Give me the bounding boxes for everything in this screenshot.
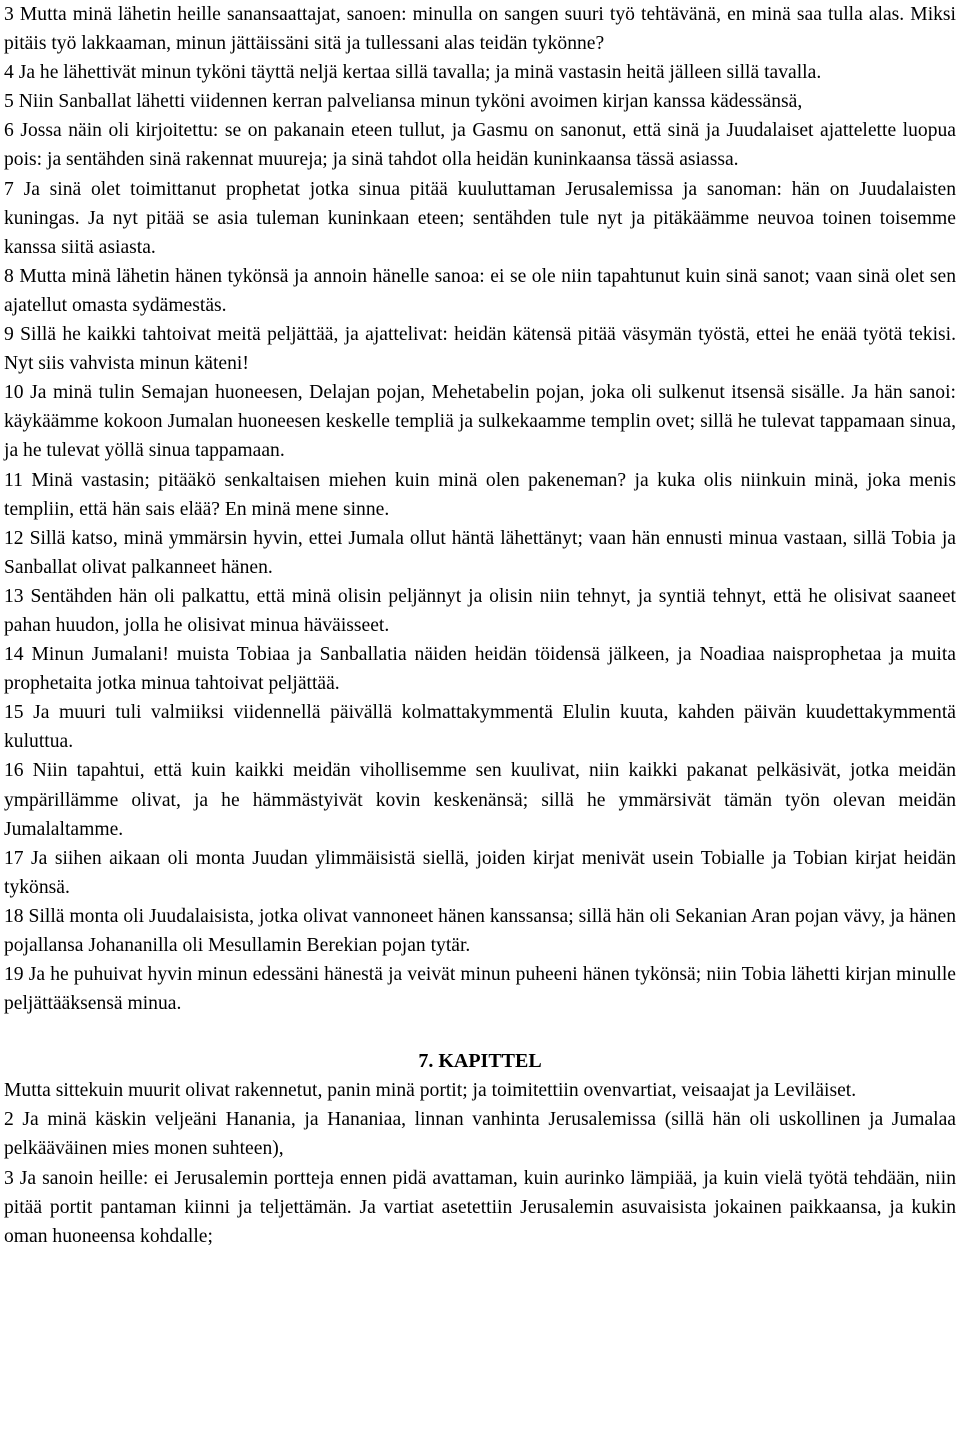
verse-15: 15 Ja muuri tuli valmiiksi viidennellä päivällä kolmattakymmentä Elulin kuuta, kahden päivän kuudettakymmentä kuluttua. xyxy=(4,702,956,753)
verse-16: 16 Niin tapahtui, että kuin kaikki meidän vihollisemme sen kuulivat, niin kaikki pakanat pelkäsivät, jotka meidän ympärillämme olivat, ja he hämmästyivät kovin keskenänsä; sillä he ymmärsivät tämän työn olevan meidän Jumalaltamme. xyxy=(4,760,956,840)
verse-19: 19 Ja he puhuivat hyvin minun edessäni hänestä ja veivät minun puheeni hänen tykönsä; niin Tobia lähetti kirjan minulle peljättääksensä minua. xyxy=(4,964,956,1015)
verse-3: 3 Ja sanoin heille: ei Jerusalemin portteja ennen pidä avattaman, kuin aurinko lämpiää, ja kuin vielä työtä tehdään, niin pitää portit pantaman kiinni ja teljettämän. Ja vartiat asetettiin Jerusalemin asuvaisista jokainen paikkaansa, ja kukin oman huoneensa kohdalle; xyxy=(4,1167,956,1247)
verse-18: 18 Sillä monta oli Juudalaisista, jotka olivat vannoneet hänen kanssansa; sillä hän oli Sekanian Aran pojan vävy, ja hänen pojallansa Johananilla oli Mesullamin Berekian pojan tytär. xyxy=(4,905,956,956)
verse-14: 14 Minun Jumalani! muista Tobiaa ja Sanballatia näiden heidän töidensä jälkeen, ja Noadiaa naisprophetaa ja muita prophetaita jotka minua tahtoivat peljättää. xyxy=(4,644,956,695)
verse-17: 17 Ja siihen aikaan oli monta Juudan ylimmäisistä siellä, joiden kirjat menivät usein Tobialle ja Tobian kirjat heidän tykönsä. xyxy=(4,847,956,898)
section-chapter-7 xyxy=(4,1018,956,1251)
document-page xyxy=(4,0,956,1251)
verse-11: 11 Minä vastasin; pitääkö senkaltaisen miehen kuin minä olen pakeneman? ja kuka olis niinkuin minä, joka menis templiin, että hän sais elää? En minä mene sinne. xyxy=(4,469,956,520)
verse-13: 13 Sentähden hän oli palkattu, että minä olisin peljännyt ja olisin niin tehnyt, ja syntiä tehnyt, että he olisivat saaneet pahan huudon, jolla he olisivat minua häväisseet. xyxy=(4,585,956,636)
verse-5: 5 Niin Sanballat lähetti viidennen kerran palveliansa minun tyköni avoimen kirjan kanssa kädessänsä, xyxy=(4,91,803,113)
verse-8: 8 Mutta minä lähetin hänen tykönsä ja annoin hänelle sanoa: ei se ole niin tapahtunut kuin sinä sanot; vaan sinä olet sen ajatellut omasta sydämestäs. xyxy=(4,265,956,316)
chapter-heading: 7. KAPITTEL xyxy=(418,1050,542,1073)
verse-7: 7 Ja sinä olet toimittanut prophetat jotka sinua pitää kuuluttaman Jerusalemissa ja sanoman: hän on Juudalaisten kuningas. Ja nyt pitää se asia tuleman kuninkaan eteen; sentähden tule nyt ja pitäkäämme neuvoa toinen toisemme kanssa siitä asiasta. xyxy=(4,178,956,258)
verse-4: 4 Ja he lähettivät minun tyköni täyttä neljä kertaa sillä tavalla; ja minä vastasin heitä jälleen sillä tavalla. xyxy=(4,62,822,84)
verse-3: 3 Mutta minä lähetin heille sanansaattajat, sanoen: minulla on sangen suuri työ tehtävänä, en minä saa tulla alas. Miksi pitäis työ lakkaaman, minun jättäissäni sitä ja tullessani alas teidän tykönne? xyxy=(4,4,956,55)
verse-6: 6 Jossa näin oli kirjoitettu: se on pakanain eteen tullut, ja Gasmu on sanonut, että sinä ja Juudalaiset ajattelette luopua pois: ja sentähden sinä rakennat muureja; ja sinä tahdot olla heidän kuninkaansa tässä asiassa. xyxy=(4,120,956,171)
verse-2: 2 Ja minä käskin veljeäni Hanania, ja Hananiaa, linnan vanhinta Jerusalemissa (sillä hän oli uskollinen ja Jumalaa pelkääväinen mies monen suhteen), xyxy=(4,1109,956,1160)
verse-10: 10 Ja minä tulin Semajan huoneesen, Delajan pojan, Mehetabelin pojan, joka oli sulkenut itsensä sisälle. Ja hän sanoi: käykäämme kokoon Jumalan huoneesen keskelle templiä ja sulkekaamme templin ovet; sillä he tulevat tappamaan sinua, ja he tulevat yöllä sinua tappamaan. xyxy=(4,382,956,462)
verse-12: 12 Sillä katso, minä ymmärsin hyvin, ettei Jumala ollut häntä lähettänyt; vaan hän ennusti minua vastaan, sillä Tobia ja Sanballat olivat palkanneet hänen. xyxy=(4,527,956,578)
verse-1: Mutta sittekuin muurit olivat rakennetut, panin minä portit; ja toimitettiin ovenvartiat, veisaajat ja Leviläiset. xyxy=(4,1080,857,1102)
verse-9: 9 Sillä he kaikki tahtoivat meitä peljättää, ja ajattelivat: heidän kätensä pitää väsymän työstä, ettei he enää työtä tekisi. Nyt siis vahvista minun käteni! xyxy=(4,324,956,375)
section-chapter-6 xyxy=(4,0,956,1018)
